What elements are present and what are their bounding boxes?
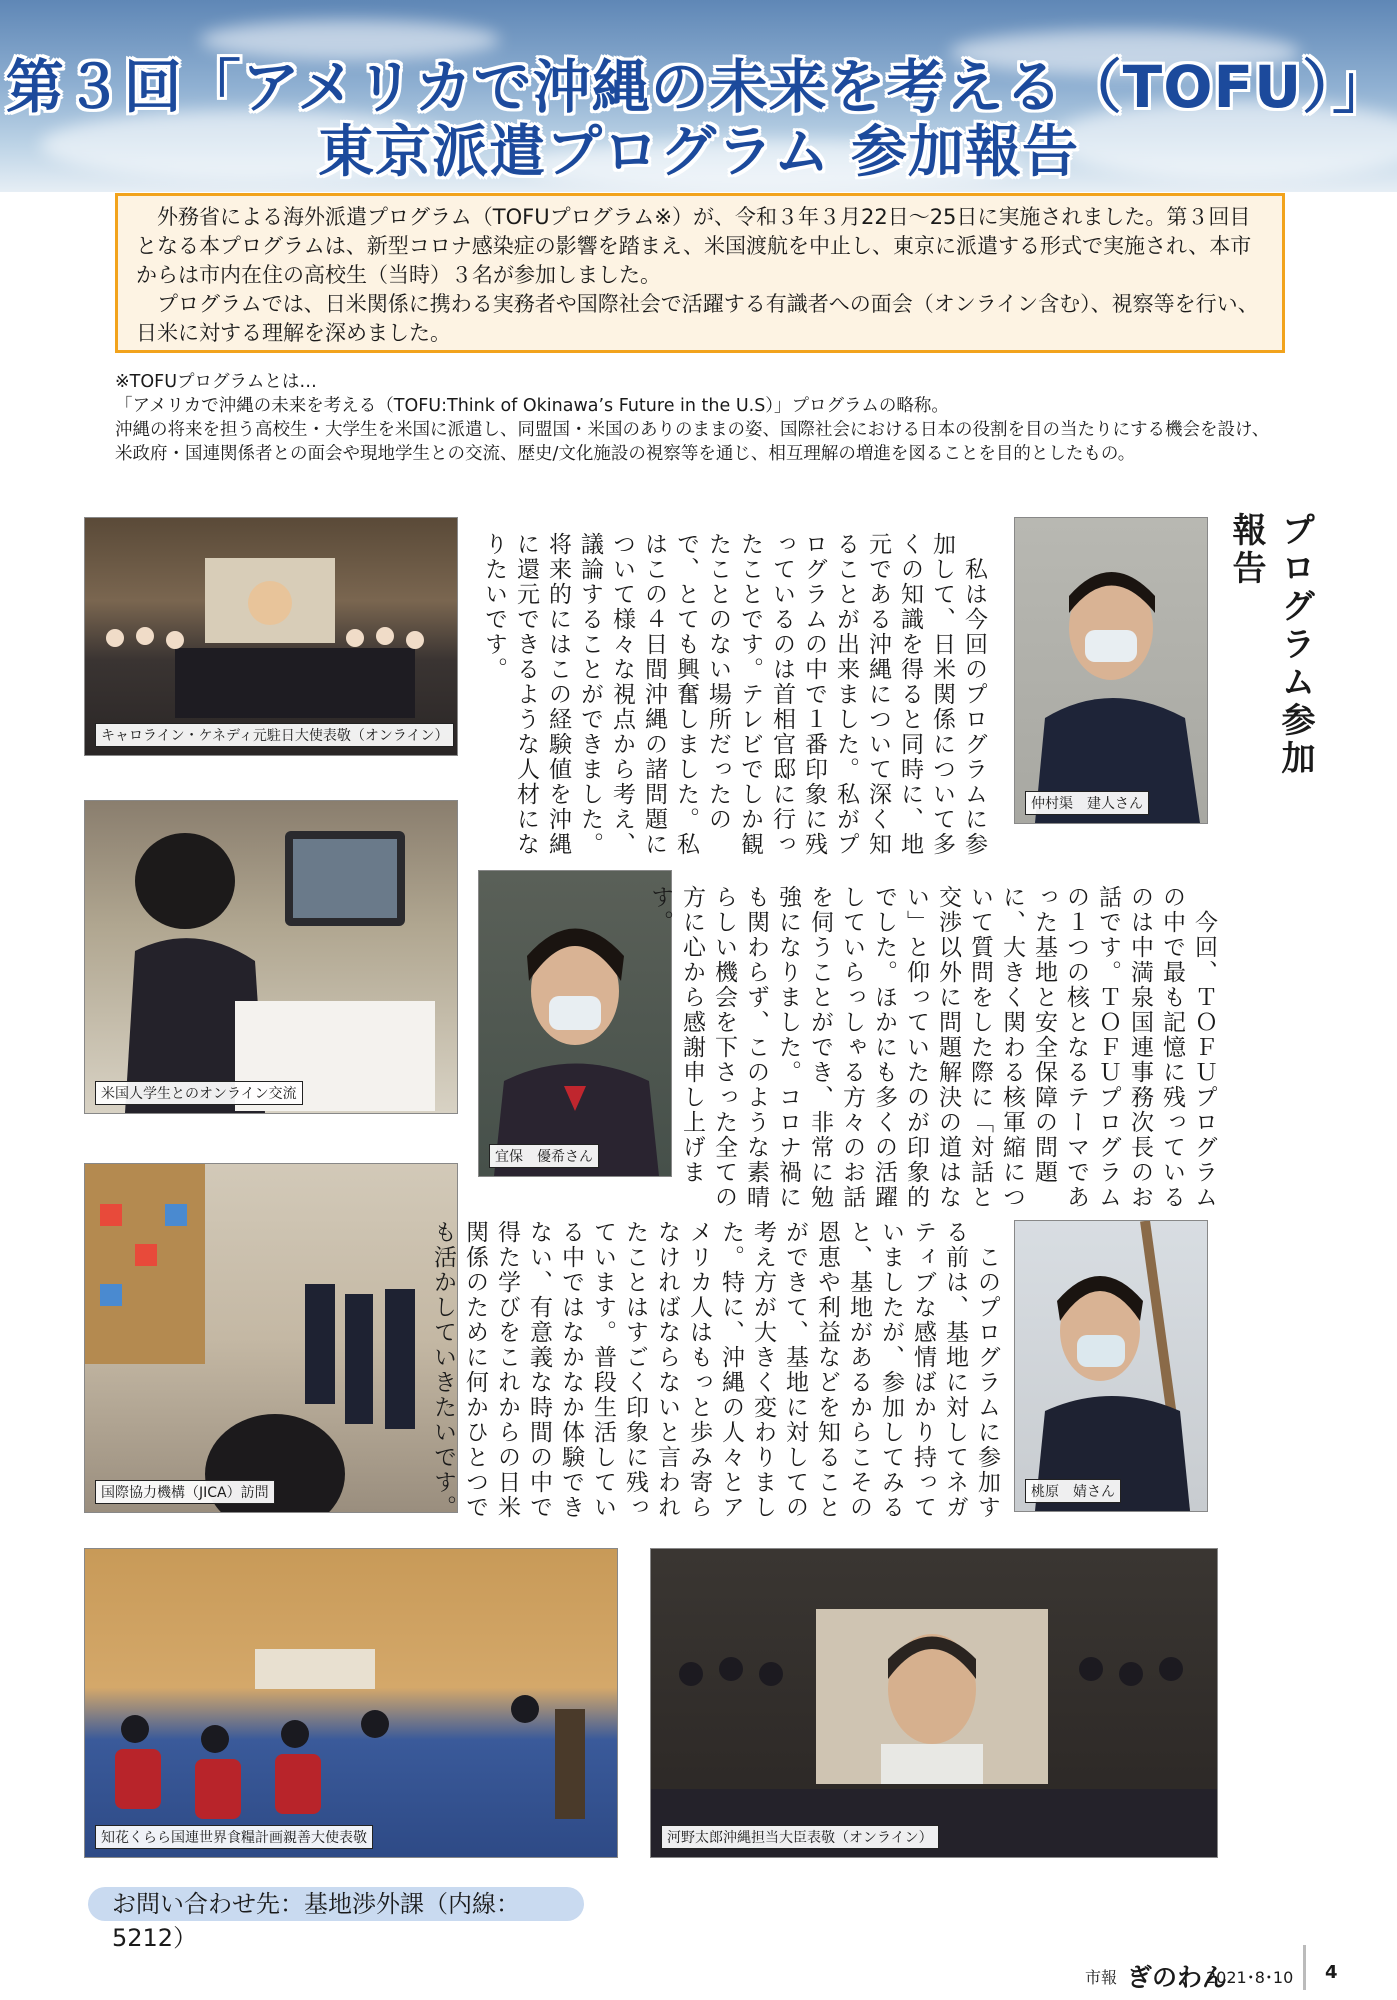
caption-tohara: 桃原 婧さん xyxy=(1025,1479,1121,1503)
contact-info: お問い合わせ先：基地渉外課（内線：5212） xyxy=(88,1887,584,1921)
note-line-3: 米政府・国連関係者との面会や現地学生との交流、歴史/文化施設の視察等を通じ、相互理解の増進を図ることを目的としたもの。 xyxy=(115,444,1136,464)
tofu-note xyxy=(115,370,1295,466)
photo-tohara xyxy=(1014,1220,1208,1512)
footer-date: 2021･8･10 xyxy=(1206,1968,1294,1987)
photo-chibana-meeting xyxy=(84,1548,618,1858)
photo-kono-meeting xyxy=(650,1548,1218,1858)
footer-magazine: 市報 xyxy=(1085,1968,1118,1987)
note-line-1: 「アメリカで沖縄の未来を考える（TOFU:Think of Okinawa’s Future in the U.S）」プログラムの略称。 xyxy=(115,396,949,416)
caption-kennedy: キャロライン・ケネディ元駐日大使表敬（オンライン） xyxy=(95,723,454,747)
caption-gibo: 宜保 優希さん xyxy=(489,1144,599,1168)
photo-gibo xyxy=(478,870,672,1177)
intro-paragraph-2: プログラムでは、日米関係に携わる実務者や国際社会で活躍する有識者への面会（オンライン含む）、視察等を行い、日米に対する理解を深めました。 xyxy=(136,292,1259,345)
section-heading: プログラム参加報告 xyxy=(1226,512,1315,778)
photo-kennedy-meeting xyxy=(84,517,458,756)
caption-kono: 河野太郎沖縄担当大臣表敬（オンライン） xyxy=(661,1825,939,1849)
photo-jica-visit xyxy=(84,1163,458,1513)
photo-online-exchange xyxy=(84,800,458,1114)
page-title-line1: 第３回「アメリカで沖縄の未来を考える（TOFU）」 xyxy=(5,53,1392,121)
note-line-2: 沖縄の将来を担う高校生・大学生を米国に派遣し、同盟国・米国のありのままの姿、国際社会における日本の役割を目の当たりにする機会を設け、 xyxy=(115,420,1270,440)
photo-nakamura xyxy=(1014,517,1208,824)
report-tohara: このプログラムに参加する前は、基地に対してネガティブな感情ばかり持っていましたが、参加してみると、基地があるからこその恩恵や利益などを知ることができて、基地に対しての考え方が大きく変わりました。特に、沖縄の人々とアメリカ人はもっと歩み寄らなければならないと言われたことはすごく印象に残っています。普段生活している中ではなかなか体験できない、有意義な時間の中で得た学びをこれからの日米関係のために何かひとつでも活かしていきたいです。 xyxy=(430,1220,1000,1520)
caption-jica: 国際協力機構（JICA）訪問 xyxy=(95,1480,275,1504)
caption-nakamura: 仲村渠 建人さん xyxy=(1025,791,1149,815)
footer-divider xyxy=(1303,1945,1306,1990)
footer-logo: ぎのわん xyxy=(1127,1963,1228,1992)
intro-box xyxy=(115,193,1285,353)
intro-paragraph-1: 外務省による海外派遣プログラム（TOFUプログラム※）が、令和３年３月22日～25日に実施されました。第３回目となる本プログラムは、新型コロナ感染症の影響を踏まえ、米国渡航を中止し、東京に派遣する形式で実施され、本市からは市内在住の高校生（当時）３名が参加しました。 xyxy=(136,205,1252,287)
report-gibo: 今回、ＴＯＦＵプログラムの中で最も記憶に残っているのは中満泉国連事務次長のお話です。ＴＯＦＵプログラムの１つの核となるテーマであった基地と安全保障の問題に、大きく関わる核軍縮について質問をした際に「対話と交渉以外に問題解決の道はない」と仰っていたのが印象的でした。ほかにも多くの活躍していらっしゃる方々のお話を伺うことができ、非常に勉強になりました。コロナ禍にも関わらず、このような素晴らしい機会を下さった全ての方に心から感謝申し上げます。 xyxy=(647,885,1217,1210)
caption-chibana: 知花くらら国連世界食糧計画親善大使表敬 xyxy=(95,1825,373,1849)
page-title-line2: 東京派遣プログラム 参加報告 xyxy=(318,120,1079,185)
page-number: 4 xyxy=(1325,1962,1338,1983)
caption-students: 米国人学生とのオンライン交流 xyxy=(95,1081,303,1105)
note-heading: ※TOFUプログラムとは… xyxy=(115,372,317,392)
report-nakamura: 私は今回のプログラムに参加して、日米関係について多くの知識を得ると同時に、地元である沖縄について深く知ることが出来ました。私がプログラムの中で１番印象に残っているのは首相官邸に行ったことです。テレビでしか観たことのない場所だったので、とても興奮しました。私はこの４日間沖縄の諸問題について様々な視点から考え、議論することができました。将来的にはこの経験値を沖縄に還元できるような人材になりたいです。 xyxy=(481,532,987,857)
